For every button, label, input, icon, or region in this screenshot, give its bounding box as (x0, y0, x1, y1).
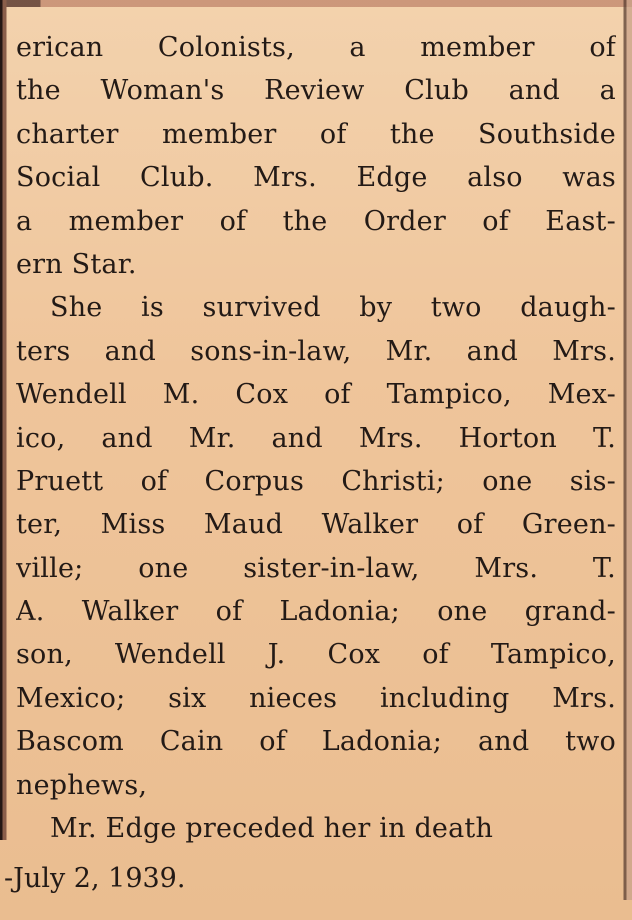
word: and (477, 726, 530, 758)
top-column-rule (0, 0, 632, 7)
word: She (50, 292, 103, 324)
word: Mrs. (552, 682, 616, 714)
text-line (16, 460, 616, 503)
text-line (16, 113, 616, 156)
word: J. (267, 639, 286, 671)
word: ico, (16, 422, 66, 454)
word: ters (16, 335, 71, 367)
word: Mex- (547, 379, 616, 411)
text-line (16, 200, 616, 243)
text-line (16, 373, 616, 416)
word: and (271, 422, 323, 454)
word: of (589, 32, 616, 63)
word: Review (264, 75, 365, 107)
word: Southside (478, 118, 616, 150)
word: Mr. (385, 335, 433, 367)
text-line: nephews, (16, 769, 148, 801)
word: and (466, 335, 518, 367)
word: erican (16, 32, 104, 63)
text-line (16, 156, 616, 199)
word: of (140, 465, 168, 497)
word: daugh- (520, 292, 616, 324)
word: the (16, 75, 61, 107)
word: charter (16, 118, 119, 150)
word: of (259, 726, 286, 758)
text-line (16, 547, 616, 590)
word: survived (202, 292, 321, 324)
word: sister-in-law, (243, 552, 420, 584)
word: sons-in-law, (190, 335, 352, 367)
word: Mexico; (16, 682, 126, 714)
word: of (324, 379, 351, 411)
word: and (101, 422, 153, 454)
word: is (141, 292, 164, 324)
word: Mrs. (474, 552, 539, 584)
paragraph-start-line (16, 286, 616, 329)
word: Green- (521, 509, 616, 541)
word: also (467, 162, 523, 194)
word: the (282, 205, 328, 237)
word: Ladonia; (321, 726, 443, 758)
word: of (219, 205, 247, 237)
word: six (168, 682, 207, 714)
word: Tampico, (490, 639, 616, 671)
word: a (16, 205, 33, 237)
word: Walker (81, 596, 179, 628)
paragraph-start-line: Mr. Edge preceded her in death (50, 813, 494, 845)
word: T. (592, 552, 616, 584)
word: Wendell (114, 639, 226, 671)
word: member (68, 205, 184, 237)
word: two (565, 726, 616, 758)
obituary-article (16, 26, 616, 906)
word: Woman's (100, 75, 225, 107)
word: Cain (159, 726, 224, 758)
left-column-edge (0, 0, 8, 840)
word: ville; (16, 552, 84, 584)
word: and (104, 335, 156, 367)
word: Colonists, (157, 32, 295, 63)
text-line (16, 330, 616, 373)
word: Mrs. (358, 422, 423, 454)
text-line (16, 677, 616, 720)
word: Walker (321, 509, 419, 541)
word: the (389, 118, 435, 150)
word: Mrs. (253, 162, 317, 194)
word: one (482, 465, 533, 497)
word: of (319, 118, 347, 150)
word: Edge (356, 162, 428, 194)
word: member (161, 118, 277, 150)
word: two (430, 292, 482, 324)
text-line (16, 417, 616, 460)
word: by (359, 292, 393, 324)
word: a (599, 75, 616, 107)
word: A. (16, 596, 45, 628)
word: of (422, 639, 449, 671)
word: Horton (458, 422, 557, 454)
word: of (456, 509, 484, 541)
text-line (16, 503, 616, 546)
word: Social (16, 162, 101, 194)
text-line (16, 590, 616, 633)
word: sis- (569, 465, 616, 497)
word: Christi; (341, 465, 445, 497)
word: member (420, 32, 535, 63)
word: was (562, 162, 616, 194)
word: Pruett (16, 465, 104, 497)
word: one (437, 596, 488, 628)
word: Mr. (188, 422, 236, 454)
word: son, (16, 639, 73, 671)
word: Cox (327, 639, 381, 671)
word: Cox (235, 379, 289, 411)
word: and (508, 75, 560, 107)
word: a (349, 32, 366, 63)
date-line: -July 2, 1939. (4, 863, 186, 894)
text-line: ern Star. (16, 248, 137, 280)
word: Tampico, (386, 379, 512, 411)
word: nieces (249, 682, 338, 714)
word: Ladonia; (279, 596, 400, 628)
text-line (16, 720, 616, 763)
word: grand- (524, 596, 616, 628)
word: Club. (140, 162, 214, 194)
word: Corpus (204, 465, 305, 497)
word: one (138, 552, 189, 584)
word: Miss (100, 509, 166, 541)
text-line (16, 633, 616, 676)
word: ter, (16, 509, 63, 541)
right-column-edge (620, 0, 632, 900)
word: Bascom (16, 726, 124, 758)
text-line (16, 69, 616, 112)
word: Maud (203, 509, 284, 541)
word: including (379, 682, 510, 714)
word: of (215, 596, 243, 628)
word: Mrs. (552, 335, 616, 367)
word: Order (363, 205, 446, 237)
word: M. (162, 379, 200, 411)
word: Club (404, 75, 469, 107)
text-line (16, 26, 616, 69)
word: East- (545, 205, 616, 237)
word: Wendell (16, 379, 127, 411)
word: of (482, 205, 509, 237)
word: T. (592, 422, 616, 454)
